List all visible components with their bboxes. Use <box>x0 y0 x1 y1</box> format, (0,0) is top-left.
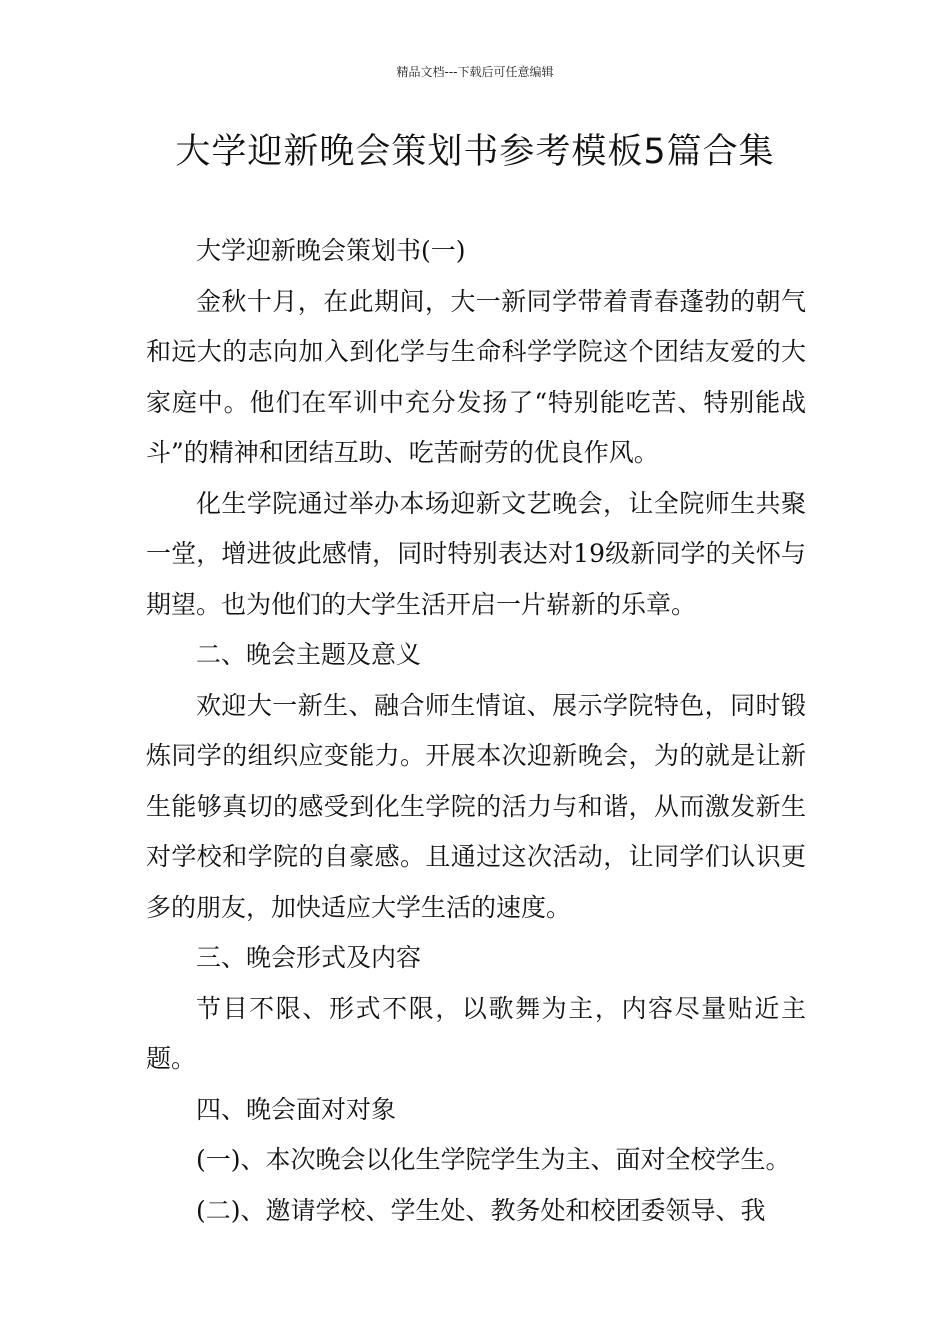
paragraph-intro: 金秋十月，在此期间，大一新同学带着青春蓬勃的朝气和远大的志向加入到化学与生命科学学院这个团结友爱的大家庭中。他们在军训中充分发扬了“特别能吃苦、特别能战斗”的精神和团结互助、吃苦耐劳的优良作风。 <box>146 286 806 467</box>
section-heading-theme: 二、晚会主题及意义 <box>196 640 422 669</box>
paragraph-audience-one: (一)、本次晚会以化生学院学生为主、面对全校学生。 <box>196 1145 791 1174</box>
section-heading-audience: 四、晚会面对对象 <box>196 1094 397 1124</box>
document-title: 大学迎新晚会策划书参考模板5篇合集 <box>175 132 775 172</box>
section-heading-format: 三、晚会形式及内容 <box>196 943 422 972</box>
paragraph-theme: 欢迎大一新生、融合师生情谊、展示学院特色，同时锻炼同学的组织应变能力。开展本次迎新晚会，为的就是让新生能够真切的感受到化生学院的活力与和谐，从而激发新生对学校和学院的自豪感。且通过这次活动，让同学们认识更多的朋友，加快适应大学生活的速度。 <box>146 690 806 922</box>
paragraph-audience-two: (二)、邀请学校、学生处、教务处和校团委领导、我 <box>196 1195 766 1225</box>
document-body <box>146 226 806 1236</box>
paragraph-purpose: 化生学院通过举办本场迎新文艺晚会，让全院师生共聚一堂，增进彼此感情，同时特别表达对19级新同学的关怀与期望。也为他们的大学生活开启一片崭新的乐章。 <box>146 488 806 619</box>
paragraph-format: 节目不限、形式不限，以歌舞为主，内容尽量贴近主题。 <box>146 993 806 1073</box>
section-heading-plan-one: 大学迎新晚会策划书(一) <box>196 236 466 265</box>
header-note: 精品文档---下载后可任意编辑 <box>396 65 554 79</box>
